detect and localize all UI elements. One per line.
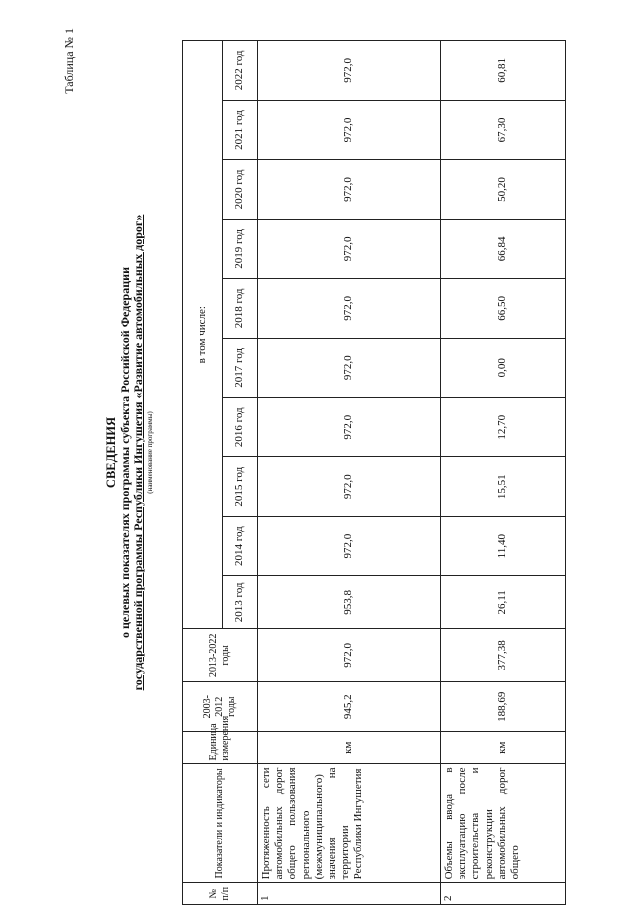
row-number: 1 <box>258 883 441 905</box>
indicators-table <box>182 40 566 905</box>
value-year: 972,0 <box>258 457 441 516</box>
value-2013-2022: 377,38 <box>441 629 566 682</box>
value-year: 972,0 <box>258 338 441 397</box>
header-unit: Единица измерения <box>183 732 258 764</box>
header-year: 2016 год <box>223 398 258 457</box>
program-name <box>131 0 146 905</box>
value-year: 972,0 <box>258 160 441 219</box>
program-caption: (наименование программы) <box>146 411 154 494</box>
document-title: СВЕДЕНИЯ <box>104 416 118 489</box>
value-year: 972,0 <box>258 100 441 159</box>
header-year: 2022 год <box>223 41 258 101</box>
header-indicator: Показатели и индикаторы <box>183 764 258 883</box>
header-year: 2018 год <box>223 279 258 338</box>
value-year: 972,0 <box>258 279 441 338</box>
value-year: 972,0 <box>258 516 441 575</box>
header-year: 2013 год <box>223 576 258 629</box>
value-year: 972,0 <box>258 398 441 457</box>
indicator-name: Протяженность сети автомобильных дорог общего пользования регионального (межмуниципального) значения на территории Республики Ингушетия <box>258 764 441 883</box>
value-year: 50,20 <box>441 160 566 219</box>
unit-cell: км <box>258 732 441 764</box>
value-year: 11,40 <box>441 516 566 575</box>
value-2003-2012: 945,2 <box>258 682 441 732</box>
header-2013-2022: 2013-2022 годы <box>183 629 258 682</box>
header-2003-2012: 2003-2012 годы <box>183 682 258 732</box>
header-year: 2019 год <box>223 219 258 278</box>
row-number: 2 <box>441 883 566 905</box>
header-year: 2014 год <box>223 516 258 575</box>
document-subtitle: о целевых показателях программы субъекта Российской Федерации <box>118 267 132 638</box>
header-including: в том числе: <box>183 41 223 629</box>
value-year: 66,84 <box>441 219 566 278</box>
value-year: 972,0 <box>258 41 441 101</box>
header-year: 2020 год <box>223 160 258 219</box>
value-year: 67,30 <box>441 100 566 159</box>
header-year: 2021 год <box>223 100 258 159</box>
value-year: 953,8 <box>258 576 441 629</box>
table-row <box>441 41 566 905</box>
indicator-name: Объемы ввода в эксплуатацию после строительства и реконструкции автомобильных дорог общего <box>441 764 566 883</box>
header-num: № п/п <box>183 883 258 905</box>
value-2013-2022: 972,0 <box>258 629 441 682</box>
header-row-1 <box>183 41 223 905</box>
header-year: 2017 год <box>223 338 258 397</box>
value-year: 15,51 <box>441 457 566 516</box>
table-row <box>258 41 441 905</box>
value-year: 66,50 <box>441 279 566 338</box>
unit-cell: км <box>441 732 566 764</box>
value-year: 0,00 <box>441 338 566 397</box>
value-year: 12,70 <box>441 398 566 457</box>
value-year: 60,81 <box>441 41 566 101</box>
table-number: Таблица № 1 <box>62 28 76 94</box>
program-name-text: государственной программы Республики Ингушетия «Развитие автомобильных дорог» <box>131 214 145 691</box>
header-year: 2015 год <box>223 457 258 516</box>
value-2003-2012: 188,69 <box>441 682 566 732</box>
value-year: 972,0 <box>258 219 441 278</box>
value-year: 26,11 <box>441 576 566 629</box>
